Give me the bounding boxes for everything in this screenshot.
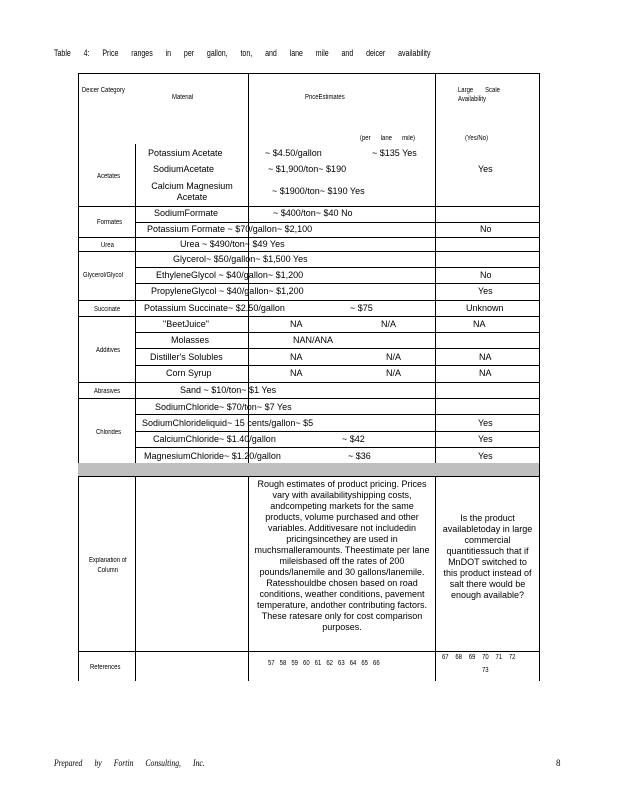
material-sodium-formate: SodiumFormate: [154, 208, 219, 218]
price-calcium-magnesium-acetate: ~ $1900/ton~ $190 Yes: [272, 186, 365, 196]
row-ethylene-glycol: EthyleneGlycol ~ $40/gallon~ $1,200: [156, 270, 304, 280]
row-sodium-chloride-liquid: SodiumChlorideliquid~ 15 cents/gallon~ $5: [142, 418, 314, 428]
page-number: 8: [556, 758, 561, 768]
table-caption: Table 4: Price ranges in per gallon, ton, and lane mile and deicer availability: [54, 48, 431, 58]
availability-acetates: Yes: [478, 164, 493, 174]
category-acetates: Acetates: [97, 173, 121, 180]
row-divider: [78, 398, 539, 399]
header-deicer-category: Deicer Category: [81, 87, 125, 94]
row-divider: [78, 316, 539, 317]
header-price-subtitle: (per lane mile): [360, 135, 416, 142]
row-sand: Sand ~ $10/ton~ $1 Yes: [180, 385, 277, 395]
header-material: Material: [172, 94, 194, 101]
row-divider: [135, 283, 539, 284]
category-urea: Urea: [101, 242, 114, 249]
material-beet-juice: "BeetJuice": [163, 319, 209, 329]
row-divider: [135, 447, 539, 448]
lane-calcium-chloride: ~ $42: [342, 434, 365, 444]
table-left-border: [78, 73, 79, 681]
header-price-estimates: PriceEstimates: [305, 94, 345, 101]
availability-column-divider: [435, 73, 436, 681]
availability-formates: No: [480, 224, 492, 234]
header-availability-subtitle: (Yes/No): [465, 135, 488, 142]
price-beet-juice: NA: [290, 319, 303, 329]
explanation-price: Rough estimates of product pricing. Prices vary with availabilityshipping costs, andcompeting markets for the same products, volume purchased and other variables. Additivesare not includedin pricingsincethey are used in muchsmalleramounts. Theestimate per lane mileisbased off the rates of 200 pounds/lanemile and 30 gallons/lanemile. Ratesshouldbe chosen based on road conditions, weather conditions, pavement temperature, andother contributing factors. These ratesare only for cost comparison purposes.: [254, 479, 430, 632]
price-sodium-formate: ~ $400/ton~ $40 No: [273, 208, 353, 218]
row-magnesium-chloride: MagnesiumChloride~ $1.20/gallon: [144, 451, 281, 461]
row-divider: [78, 206, 539, 207]
price-potassium-acetate: ~ $4.50/gallon: [265, 148, 322, 158]
references-price: 57 58 59 60 61 62 63 64 65 66: [268, 660, 380, 667]
price-sodium-acetate: ~ $1,900/ton~ $190: [268, 164, 347, 174]
price-column-divider: [248, 73, 249, 681]
gray-separator-row: [78, 463, 539, 476]
row-divider: [135, 332, 539, 333]
row-calcium-chloride: CalciumChloride~ $1.40/gallon: [153, 434, 276, 444]
category-glycerol-glycol: Glycerol/Glycol: [83, 272, 124, 279]
lane-corn-syrup: N/A: [386, 368, 402, 378]
explanation-availability: Is the product availabletoday in large commercial quantitiessuch that if MnDOT switched to this product instead of salt there would be enough available?: [442, 513, 533, 600]
availability-succinate: Unknown: [466, 303, 504, 313]
lane-potassium-acetate: ~ $135 Yes: [372, 148, 417, 158]
availability-corn-syrup: NA: [479, 368, 492, 378]
lane-beet-juice: N/A: [381, 319, 397, 329]
material-column-divider: [135, 144, 136, 681]
material-potassium-acetate: Potassium Acetate: [148, 148, 223, 158]
row-divider: [135, 431, 539, 432]
row-sodium-chloride: SodiumChloride~ $70/ton~ $7 Yes: [155, 402, 292, 412]
category-chlorides: Chlorides: [96, 429, 122, 436]
availability-ethylene-glycol: No: [480, 270, 492, 280]
row-divider: [78, 251, 539, 252]
row-glycerol: Glycerol~ $50/gallon~ $1,500 Yes: [173, 254, 308, 264]
category-abrasives: Abrasives: [94, 388, 121, 395]
category-references: References: [90, 664, 121, 671]
row-divider: [78, 300, 539, 301]
material-calcium-magnesium-acetate: Calcium Magnesium Acetate: [151, 181, 233, 202]
availability-calcium-chloride: Yes: [478, 434, 493, 444]
row-divider: [135, 348, 539, 349]
references-availability-line1: 67 68 69 70 71 72: [442, 654, 516, 661]
material-sodium-acetate: SodiumAcetate: [153, 164, 215, 174]
footer-prepared-by: Prepared by Fortin Consulting, Inc.: [54, 758, 205, 768]
category-succinate: Succinate: [94, 306, 121, 313]
category-additives: Additives: [96, 347, 121, 354]
availability-propylene-glycol: Yes: [478, 286, 493, 296]
row-divider: [78, 237, 539, 238]
row-propylene-glycol: PropyleneGlycol ~ $40/gallon~ $1,200: [151, 286, 304, 296]
price-distillers-solubles: NA: [290, 352, 303, 362]
table-top-border: [78, 73, 539, 74]
category-explanation-of-column: Explanation of Column: [88, 557, 127, 574]
header-large-scale-availability: Large Scale Availability: [458, 87, 500, 103]
row-divider: [135, 267, 539, 268]
references-availability-line2: 73: [482, 667, 489, 674]
availability-distillers-solubles: NA: [479, 352, 492, 362]
price-corn-syrup: NA: [290, 368, 303, 378]
availability-beet-juice: NA: [473, 319, 486, 329]
availability-sodium-chloride-liquid: Yes: [478, 418, 493, 428]
row-urea: Urea ~ $490/ton~ $49 Yes: [180, 239, 285, 249]
row-divider: [78, 476, 539, 477]
price-molasses: NAN/ANA: [293, 335, 334, 345]
row-divider: [78, 382, 539, 383]
availability-magnesium-chloride: Yes: [478, 451, 493, 461]
table-right-border: [539, 73, 540, 681]
lane-distillers-solubles: N/A: [386, 352, 402, 362]
category-formates: Formates: [97, 219, 123, 226]
row-potassium-succinate: Potassium Succinate~ $2.50/gallon: [144, 303, 285, 313]
material-distillers-solubles: Distiller's Solubles: [150, 352, 223, 362]
lane-magnesium-chloride: ~ $36: [348, 451, 371, 461]
row-divider: [135, 365, 539, 366]
row-divider: [135, 222, 539, 223]
material-corn-syrup: Corn Syrup: [166, 368, 212, 378]
material-molasses: Molasses: [171, 335, 210, 345]
lane-potassium-succinate: ~ $75: [350, 303, 373, 313]
row-divider: [135, 414, 539, 415]
row-potassium-formate: Potassium Formate ~ $70/gallon~ $2,100: [147, 224, 313, 234]
